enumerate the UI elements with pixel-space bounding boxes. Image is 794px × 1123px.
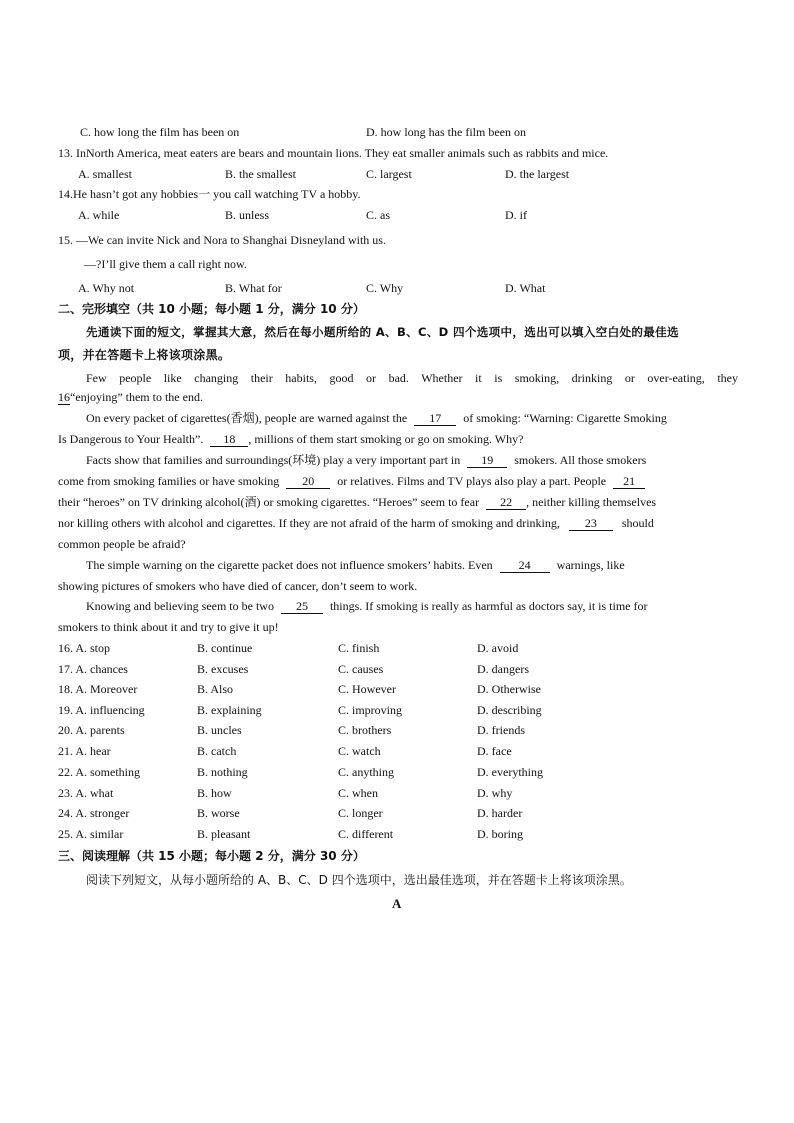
option-row-21-d: D. face [477, 744, 512, 758]
option-row-25-b: B. pleasant [197, 827, 251, 841]
passage-p4-line1 [86, 557, 625, 573]
option-row-21-c: C. watch [338, 744, 381, 758]
blank-21: 21 [613, 475, 645, 489]
section3-instruction: 阅读下列短文，从每小题所给的 A、B、C、D 四个选项中，选出最佳选项，并在答题卡上将该项涂黑。 [86, 873, 632, 887]
option-row-19-b: B. explaining [197, 703, 262, 717]
option-row-22-b: B. nothing [197, 765, 248, 779]
passage-p1-line2 [58, 389, 203, 405]
section2-instruction-line2: 项，并在答题卡上将该项涂黑。 [58, 348, 231, 362]
passage-p4-line2: showing pictures of smokers who have died of cancer, don’t seem to work. [58, 579, 418, 593]
option-row-17-c: C. causes [338, 662, 384, 676]
passage-p3-line4-b: should [621, 516, 654, 530]
passage-p2-line1 [86, 410, 667, 426]
option-row-21-b: B. catch [197, 744, 237, 758]
q14-option-a: A. while [78, 208, 120, 222]
passage-p5-line1 [86, 598, 647, 614]
blank-18: 18 [210, 433, 248, 447]
option-row-24-d: D. harder [477, 806, 523, 820]
blank-23: 23 [569, 517, 613, 531]
option-row-22-d: D. everything [477, 765, 543, 779]
option-row-22-c: C. anything [338, 765, 394, 779]
q13-option-d: D. the largest [505, 167, 570, 181]
q13-option-a: A. smallest [78, 167, 132, 181]
passage-p3-line4 [58, 515, 654, 531]
option-row-17-d: D. dangers [477, 662, 529, 676]
blank-19: 19 [467, 454, 507, 468]
option-row-16-a: 16. A. stop [58, 641, 111, 655]
q13-stem: 13. InNorth America, meat eaters are bears and mountain lions. They eat smaller animals such as rabbits and mice. [58, 146, 609, 160]
option-row-24-a: 24. A. stronger [58, 806, 130, 820]
q14-option-d: D. if [505, 208, 527, 222]
section2-heading: 二、完形填空（共 10 小题；每小题 1 分，满分 10 分） [58, 302, 365, 316]
q12-option-d: D. how long has the film been on [366, 125, 526, 139]
passage-p3-line3 [58, 494, 656, 510]
option-row-23-a: 23. A. what [58, 786, 114, 800]
blank-20: 20 [286, 475, 330, 489]
option-row-20-c: C. brothers [338, 723, 392, 737]
q15-option-c: C. Why [366, 281, 404, 295]
passage-p5-line1-a: Knowing and believing seem to be two [86, 599, 274, 613]
q14-option-b: B. unless [225, 208, 270, 222]
option-row-25-d: D. boring [477, 827, 523, 841]
passage-p1-line2-text: “enjoying” them to the end. [70, 390, 203, 404]
q13-option-c: C. largest [366, 167, 412, 181]
q15-option-a: A. Why not [78, 281, 135, 295]
passage-p3-line1 [86, 452, 646, 468]
option-row-22-a: 22. A. something [58, 765, 141, 779]
passage-p2-line1-a: On every packet of cigarettes(香烟), people are warned against the [86, 411, 408, 425]
passage-p5-line1-b: things. If smoking is really as harmful as doctors say, it is time for [329, 599, 648, 613]
q15-line1: 15. —We can invite Nick and Nora to Shanghai Disneyland with us. [58, 233, 386, 247]
passage-p5-line2: smokers to think about it and try to give it up! [58, 620, 279, 634]
option-row-16-c: C. finish [338, 641, 380, 655]
option-row-18-b: B. Also [197, 682, 234, 696]
blank-25: 25 [281, 600, 323, 614]
q15-option-b: B. What for [225, 281, 282, 295]
passage-p2-line2-b: , millions of them start smoking or go on smoking. Why? [248, 432, 524, 446]
passage-a-label: A [392, 896, 402, 911]
passage-p3-line4-a: nor killing others with alcohol and cigarettes. If they are not afraid of the harm of smoking and drinking, [58, 516, 560, 530]
q15-line2: —?I’ll give them a call right now. [84, 257, 247, 271]
option-row-20-a: 20. A. parents [58, 723, 125, 737]
blank-24: 24 [500, 559, 550, 573]
q13-option-b: B. the smallest [225, 167, 296, 181]
option-row-19-d: D. describing [477, 703, 542, 717]
passage-p2-line1-b: of smoking: “Warning: Cigarette Smoking [463, 411, 667, 425]
q15-option-d: D. What [505, 281, 546, 295]
passage-p4-line1-b: warnings, like [556, 558, 625, 572]
section2-instruction-line1: 先通读下面的短文，掌握其大意，然后在每小题所给的 A、B、C、D 四个选项中，选出可以填入空白处的最佳选 [86, 325, 679, 339]
passage-p3-line3-a: their “heroes” on TV drinking alcohol(酒) or smoking cigarettes. “Heroes” seem to fear [58, 495, 480, 509]
option-row-25-a: 25. A. similar [58, 827, 124, 841]
q12-option-c: C. how long the film has been on [80, 125, 240, 139]
option-row-23-d: D. why [477, 786, 513, 800]
option-row-19-a: 19. A. influencing [58, 703, 145, 717]
option-row-19-c: C. improving [338, 703, 403, 717]
section3-heading: 三、阅读理解（共 15 小题；每小题 2 分，满分 30 分） [58, 849, 365, 863]
passage-p3-line5: common people be afraid? [58, 537, 186, 551]
passage-p3-line2-a: come from smoking families or have smoking [58, 474, 280, 488]
q14-option-c: C. as [366, 208, 390, 222]
passage-p3-line3-b: , neither killing themselves [526, 495, 657, 509]
passage-p3-line1-a: Facts show that families and surroundings(环境) play a very important part in [86, 453, 461, 467]
option-row-20-b: B. uncles [197, 723, 242, 737]
passage-p3-line2 [58, 473, 645, 489]
blank-22: 22 [486, 496, 526, 510]
option-row-24-b: B. worse [197, 806, 240, 820]
option-row-16-d: D. avoid [477, 641, 519, 655]
option-row-16-b: B. continue [197, 641, 253, 655]
blank-17: 17 [414, 412, 456, 426]
option-row-18-a: 18. A. Moreover [58, 682, 138, 696]
option-row-23-b: B. how [197, 786, 232, 800]
option-row-20-d: D. friends [477, 723, 525, 737]
option-row-17-b: B. excuses [197, 662, 249, 676]
option-row-25-c: C. different [338, 827, 394, 841]
passage-p3-line1-b: smokers. All those smokers [514, 453, 647, 467]
passage-p3-line2-b: or relatives. Films and TV plays also play a part. People [337, 474, 607, 488]
passage-p1-line1: Few people like changing their habits, good or bad. Whether it is smoking, drinking or over-eating, they [86, 371, 738, 385]
option-row-24-c: C. longer [338, 806, 383, 820]
q14-stem: 14.He hasn’t got any hobbies一 you call watching TV a hobby. [58, 187, 361, 201]
passage-p2-line2-a: Is Dangerous to Your Health”. [58, 432, 204, 446]
option-row-18-d: D. Otherwise [477, 682, 541, 696]
option-row-18-c: C. However [338, 682, 396, 696]
passage-p4-line1-a: The simple warning on the cigarette packet does not influence smokers’ habits. Even [86, 558, 493, 572]
blank-16: 16 [58, 390, 70, 404]
option-row-21-a: 21. A. hear [58, 744, 111, 758]
passage-p2-line2 [58, 431, 523, 447]
option-row-17-a: 17. A. chances [58, 662, 128, 676]
option-row-23-c: C. when [338, 786, 378, 800]
